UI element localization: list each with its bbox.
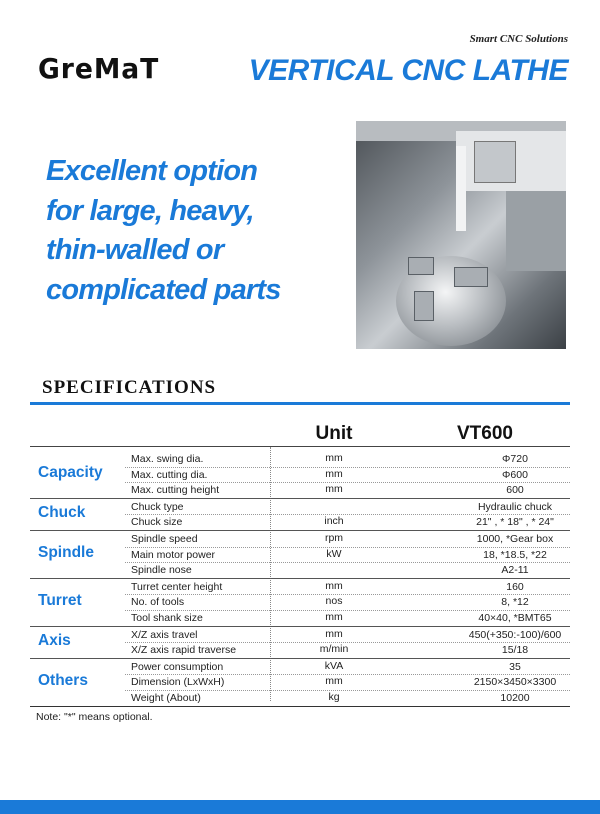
- spec-name: No. of tools: [131, 596, 185, 609]
- spec-value: A2-11: [501, 564, 529, 577]
- spec-value: 600: [506, 484, 524, 497]
- spec-name: Main motor power: [131, 548, 216, 561]
- tagline: Smart CNC Solutions: [469, 33, 568, 45]
- table-row: [125, 531, 570, 548]
- spec-name: Turret center height: [131, 580, 223, 593]
- group-label: Spindle: [38, 544, 94, 562]
- spec-value: Φ600: [502, 468, 528, 481]
- table-row: [125, 579, 570, 596]
- table-row: [125, 451, 570, 468]
- spec-name: Weight (About): [131, 692, 201, 704]
- spec-name: Chuck size: [131, 516, 183, 529]
- table-row: [125, 514, 570, 530]
- group-label: Others: [38, 672, 88, 690]
- group-label: Capacity: [38, 464, 103, 482]
- spec-unit: kVA: [324, 659, 344, 672]
- table-row: [125, 690, 570, 706]
- spec-unit: kg: [328, 691, 340, 703]
- spec-unit: mm: [325, 483, 343, 496]
- footnote: Note: "*" means optional.: [36, 711, 153, 723]
- page-title: VERTICAL CNC LATHE: [248, 54, 568, 87]
- column-header-model: VT600: [457, 423, 513, 444]
- spec-unit: kW: [326, 547, 342, 560]
- spec-name: X/Z axis travel: [131, 628, 198, 641]
- table-row: [125, 562, 570, 578]
- group-label: Axis: [38, 632, 71, 650]
- spec-name: X/Z axis rapid traverse: [131, 644, 237, 657]
- spec-unit: mm: [325, 627, 343, 640]
- table-row: [125, 467, 570, 484]
- spec-value: 40×40, *BMT65: [478, 612, 552, 624]
- table-row: [125, 610, 570, 626]
- group-label: Chuck: [38, 504, 86, 522]
- column-header-unit: Unit: [315, 423, 353, 444]
- spec-value: 1000, *Gear box: [476, 533, 554, 545]
- spec-name: Max. cutting dia.: [131, 468, 208, 481]
- spec-value: 8, *12: [501, 596, 529, 609]
- spec-value: Φ720: [502, 453, 528, 465]
- spec-name: Max. cutting height: [131, 484, 220, 497]
- table-row: [125, 674, 570, 691]
- hero-line: complicated parts: [46, 273, 281, 306]
- spec-name: Tool shank size: [131, 612, 203, 624]
- specs-title: SPECIFICATIONS: [42, 377, 217, 398]
- machine-photo: [356, 121, 566, 349]
- footer-bar: [0, 800, 600, 814]
- spec-unit: mm: [325, 452, 343, 464]
- spec-name: Chuck type: [131, 500, 184, 513]
- spec-unit: mm: [325, 467, 343, 480]
- spec-unit: mm: [325, 579, 343, 592]
- table-row: [125, 499, 570, 516]
- hero-line: for large, heavy,: [46, 194, 254, 227]
- spec-unit: inch: [324, 515, 344, 528]
- spec-unit: rpm: [324, 532, 344, 544]
- spec-value: 10200: [500, 692, 530, 704]
- spec-name: Power consumption: [131, 660, 224, 673]
- spec-value: 18, *18.5, *22: [483, 548, 547, 561]
- spec-name: Dimension (LxWxH): [131, 676, 225, 689]
- spec-unit: m/min: [319, 643, 349, 656]
- brand-logo: GreMaT: [38, 52, 160, 85]
- table-row: [125, 659, 570, 676]
- group-label: Turret: [38, 592, 82, 610]
- group-divider: [30, 706, 570, 707]
- spec-value: 15/18: [501, 644, 529, 657]
- spec-value: 2150×3450×3300: [473, 676, 557, 689]
- spec-value: 21" , * 18" , * 24": [476, 516, 554, 529]
- spec-name: Spindle nose: [131, 564, 192, 577]
- spec-unit: nos: [325, 595, 343, 608]
- spec-unit: mm: [325, 675, 343, 688]
- spec-value: Hydraulic chuck: [477, 500, 553, 513]
- spec-name: Max. swing dia.: [131, 453, 204, 465]
- blue-divider: [30, 402, 570, 405]
- spec-value: 450(+350:-100)/600: [468, 628, 562, 641]
- table-row: [125, 594, 570, 611]
- spec-name: Spindle speed: [131, 533, 198, 545]
- header-divider: [30, 446, 570, 447]
- spec-unit: mm: [325, 611, 343, 623]
- table-row: [125, 642, 570, 658]
- hero-line: thin-walled or: [46, 234, 224, 266]
- spec-value: 35: [509, 660, 521, 673]
- spec-value: 160: [506, 580, 524, 593]
- table-row: [125, 627, 570, 644]
- table-row: [125, 547, 570, 564]
- hero-headline: [46, 152, 336, 310]
- table-row: [125, 482, 570, 498]
- hero-line: Excellent option: [46, 155, 258, 187]
